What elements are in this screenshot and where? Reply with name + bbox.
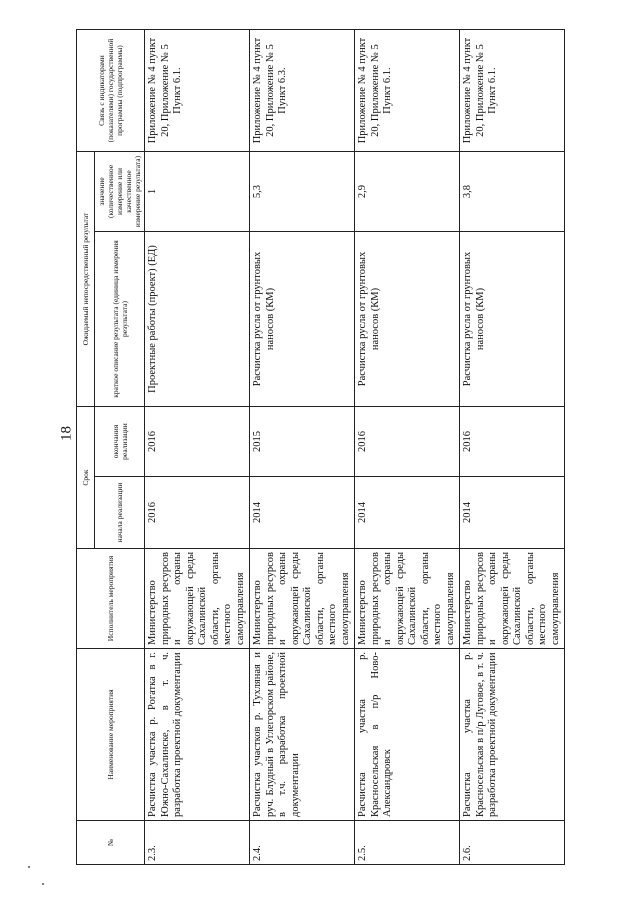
row-executor: Министерство природных ресурсов и охраны окружающей среды Сахалинской области, органы местного самоуправления	[460, 549, 565, 649]
table-row	[355, 30, 460, 865]
row-num: 2.6.	[460, 821, 565, 865]
table-row	[250, 30, 355, 865]
table-row	[145, 30, 250, 865]
row-name: Расчистка участка р. Красносельская в п/р Ново-Александровск	[355, 649, 460, 821]
row-start: 2014	[250, 477, 355, 549]
table-row	[460, 30, 565, 865]
scan-speck	[42, 883, 44, 885]
row-value: 3,8	[460, 152, 565, 232]
page-number: 18	[58, 426, 75, 441]
row-num: 2.3.	[145, 821, 250, 865]
row-link: Приложение № 4 пункт 20, Приложение № 5 Пункт 6.1.	[355, 30, 460, 152]
row-value: 1	[145, 152, 250, 232]
header-value: значение (количественное измерение или качественное измерение результата)	[95, 152, 145, 232]
header-num: №	[77, 821, 145, 865]
row-executor: Министерство природных ресурсов и охраны окружающей среды Сахалинской области, органы местного самоуправления	[355, 549, 460, 649]
row-start: 2014	[355, 477, 460, 549]
row-name: Расчистка участков р. Тухляная и руч. Блудный в Углегорском районе, в т.ч. разработка проектной документации	[250, 649, 355, 821]
row-result: Расчистка русла от грунтовых наносов (КМ)	[355, 232, 460, 407]
activities-table	[76, 29, 565, 865]
header-short-desc: краткое описание результата (единица измерения результата)	[95, 232, 145, 407]
row-end: 2016	[145, 407, 250, 477]
header-start: начала реализации	[95, 477, 145, 549]
row-result: Расчистка русла от грунтовых наносов (КМ)	[460, 232, 565, 407]
row-value: 2,9	[355, 152, 460, 232]
row-num: 2.4.	[250, 821, 355, 865]
row-end: 2016	[355, 407, 460, 477]
header-end: окончания реализации	[95, 407, 145, 477]
row-result: Расчистка русла от грунтовых наносов (КМ)	[250, 232, 355, 407]
header-link: Связь с индикаторами (показателями) государственной программы (подпрограммы)	[77, 30, 145, 152]
header-name: Наименование мероприятия	[77, 649, 145, 821]
row-name: Расчистка участка р. Красносельская в п/р Луговое, в т. ч. разработка проектной документации	[460, 649, 565, 821]
row-link: Приложение № 4 пункт 20, Приложение № 5 Пункт 6.1.	[460, 30, 565, 152]
row-executor: Министерство природных ресурсов и охраны окружающей среды Сахалинской области, органы местного самоуправления	[145, 549, 250, 649]
row-link: Приложение № 4 пункт 20, Приложение № 5 Пункт 6.3.	[250, 30, 355, 152]
row-executor: Министерство природных ресурсов и охраны окружающей среды Сахалинской области, органы местного самоуправления	[250, 549, 355, 649]
row-end: 2016	[460, 407, 565, 477]
row-num: 2.5.	[355, 821, 460, 865]
row-link: Приложение № 4 пункт 20, Приложение № 5 Пункт 6.1.	[145, 30, 250, 152]
row-name: Расчистка участка р. Рогатка в г. Южно-Сахалинске, в т. ч. разработка проектной документации	[145, 649, 250, 821]
header-expected-result: Ожидаемый непосредственный результат	[77, 152, 95, 407]
row-start: 2016	[145, 477, 250, 549]
header-executor: Исполнитель мероприятия	[77, 549, 145, 649]
rotated-table-sheet	[76, 30, 561, 865]
row-start: 2014	[460, 477, 565, 549]
row-result: Проектные работы (проект) (ЕД)	[145, 232, 250, 407]
header-term: Срок	[77, 407, 95, 549]
scan-speck	[28, 866, 30, 868]
row-value: 5,3	[250, 152, 355, 232]
row-end: 2015	[250, 407, 355, 477]
